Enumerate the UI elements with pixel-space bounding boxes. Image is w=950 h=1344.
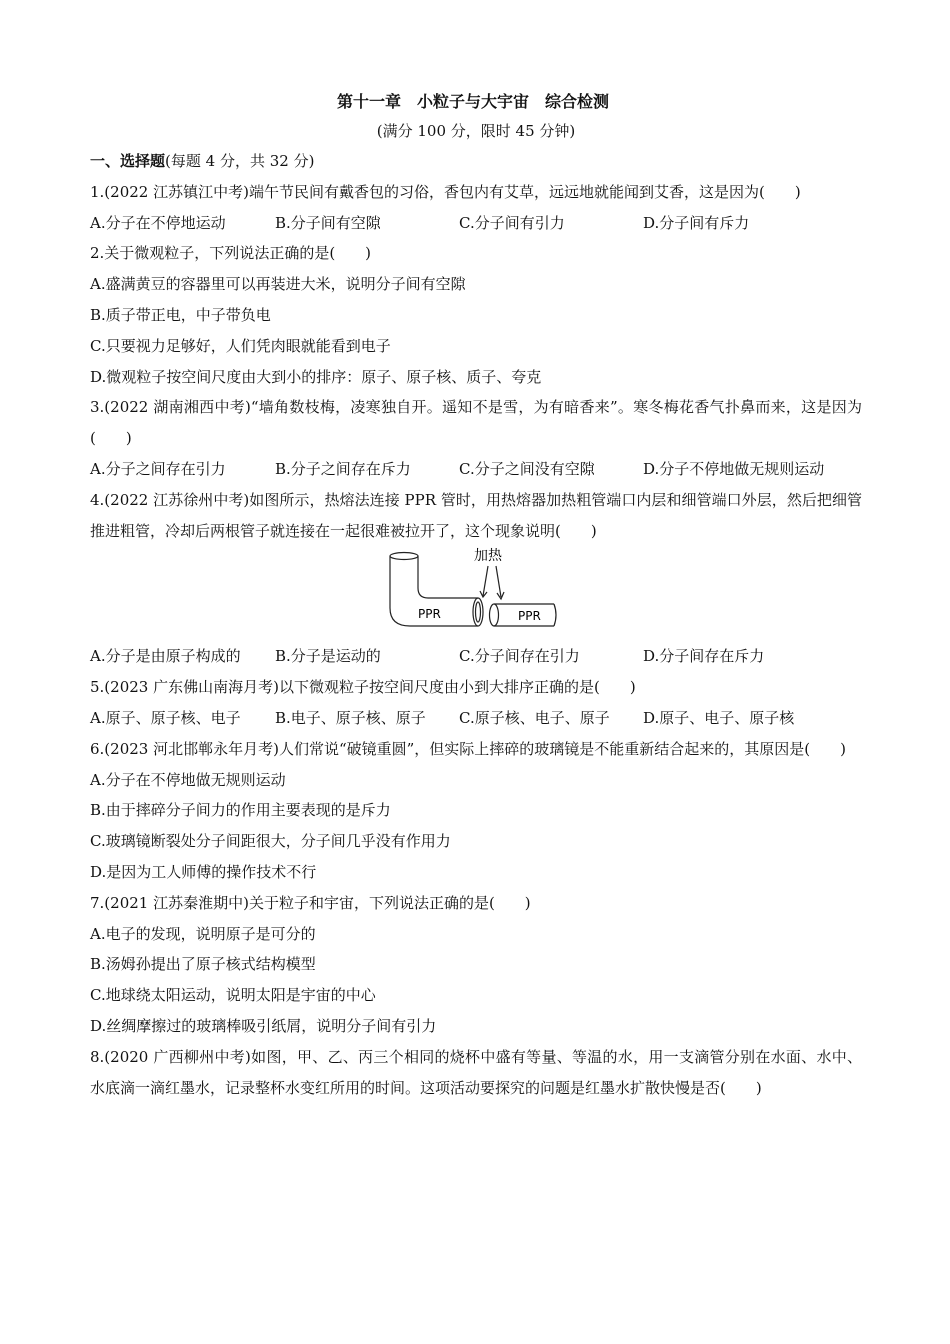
question-8-stem: 8.(2020 广西柳州中考)如图，甲、乙、丙三个相同的烧杯中盛有等量、等温的水，用一支滴管分别在水面、水中、水底滴一滴红墨水，记录整杯水变红所用的时间。这项活动要探究的问题是红墨水扩散快慢是否( ): [90, 1047, 862, 1097]
ppr-label-thin: PPR: [518, 609, 541, 624]
option-a: A.分子之间存在引力: [90, 459, 226, 478]
question-4-options: [90, 641, 862, 672]
option-c: C.地球绕太阳运动，说明太阳是宇宙的中心: [90, 986, 376, 1005]
option-c: C.分子之间没有空隙: [459, 459, 595, 478]
option-d: D.丝绸摩擦过的玻璃棒吸引纸屑，说明分子间有引力: [90, 1016, 437, 1035]
question-5-options: [90, 703, 862, 734]
option-d: D.原子、电子、原子核: [643, 708, 795, 727]
section-heading-note: (每题 4 分，共 32 分): [165, 152, 315, 170]
ppr-label-thick: PPR: [418, 607, 441, 622]
option-d: D.是因为工人师傅的操作技术不行: [90, 862, 317, 881]
option-b: B.分子是运动的: [275, 647, 381, 666]
question-5-stem: 5.(2023 广东佛山南海月考)以下微观粒子按空间尺度由小到大排序正确的是( ): [90, 678, 636, 697]
option-d: D.分子不停地做无规则运动: [643, 459, 825, 478]
option-a: A.盛满黄豆的容器里可以再装进大米，说明分子间有空隙: [90, 275, 466, 294]
worksheet-page: [90, 88, 862, 1103]
option-a: A.分子在不停地运动: [90, 213, 226, 232]
question-3-options: [90, 454, 862, 485]
option-b: B.分子之间存在斥力: [275, 459, 411, 478]
section-heading: [90, 146, 862, 177]
option-c: C.分子间存在引力: [459, 647, 580, 666]
option-a: A.分子是由原子构成的: [90, 647, 241, 666]
option-b: B.汤姆孙提出了原子核式结构模型: [90, 955, 316, 974]
option-c: C.只要视力足够好，人们凭肉眼就能看到电子: [90, 336, 391, 355]
option-b: B.分子间有空隙: [275, 213, 381, 232]
option-c: C.分子间有引力: [459, 213, 565, 232]
option-b: B.质子带正电，中子带负电: [90, 305, 271, 324]
section-heading-label: 一、选择题: [90, 152, 166, 170]
question-6-stem: 6.(2023 河北邯郸永年月考)人们常说“破镜重圆”，但实际上摔碎的玻璃镜是不能重新结合起来的，其原因是( ): [90, 739, 847, 758]
page-title: 第十一章 小粒子与大宇宙 综合检测: [336, 92, 609, 111]
question-4-stem: 4.(2022 江苏徐州中考)如图所示，热熔法连接 PPR 管时，用热熔器加热粗管端口内层和细管端口外层，然后把细管推进粗管，冷却后两根管子就连接在一起很难被拉开了，这个现象说明( ): [90, 490, 862, 540]
page-subtitle: (满分 100 分，限时 45 分钟): [376, 122, 576, 140]
question-1-stem: 1.(2022 江苏镇江中考)端午节民间有戴香包的习俗，香包内有艾草，远远地就能闻到艾香，这是因为( ): [90, 182, 801, 201]
option-b: B.电子、原子核、原子: [275, 708, 426, 727]
heat-label: 加热: [474, 548, 502, 565]
question-3-stem: 3.(2022 湖南湘西中考)“墙角数枝梅，凌寒独自开。遥知不是雪，为有暗香来”。寒冬梅花香气扑鼻而来，这是因为( ): [90, 398, 862, 448]
option-a: A.原子、原子核、电子: [90, 708, 241, 727]
question-7-stem: 7.(2021 江苏秦淮期中)关于粒子和宇宙，下列说法正确的是( ): [90, 893, 531, 912]
option-c: C.玻璃镜断裂处分子间距很大，分子间几乎没有作用力: [90, 832, 451, 851]
ppr-pipe-figure: [90, 546, 862, 641]
option-a: A.电子的发现，说明原子是可分的: [90, 924, 316, 943]
option-d: D.分子间存在斥力: [643, 647, 765, 666]
option-a: A.分子在不停地做无规则运动: [90, 770, 286, 789]
option-b: B.由于摔碎分子间力的作用主要表现的是斥力: [90, 801, 391, 820]
option-c: C.原子核、电子、原子: [459, 708, 610, 727]
question-2-stem: 2.关于微观粒子，下列说法正确的是( ): [90, 244, 372, 263]
ppr-pipe-diagram: [382, 546, 662, 638]
option-d: D.分子间有斥力: [643, 213, 750, 232]
question-1-options: [90, 208, 862, 239]
option-d: D.微观粒子按空间尺度由大到小的排序：原子、原子核、质子、夸克: [90, 367, 542, 386]
